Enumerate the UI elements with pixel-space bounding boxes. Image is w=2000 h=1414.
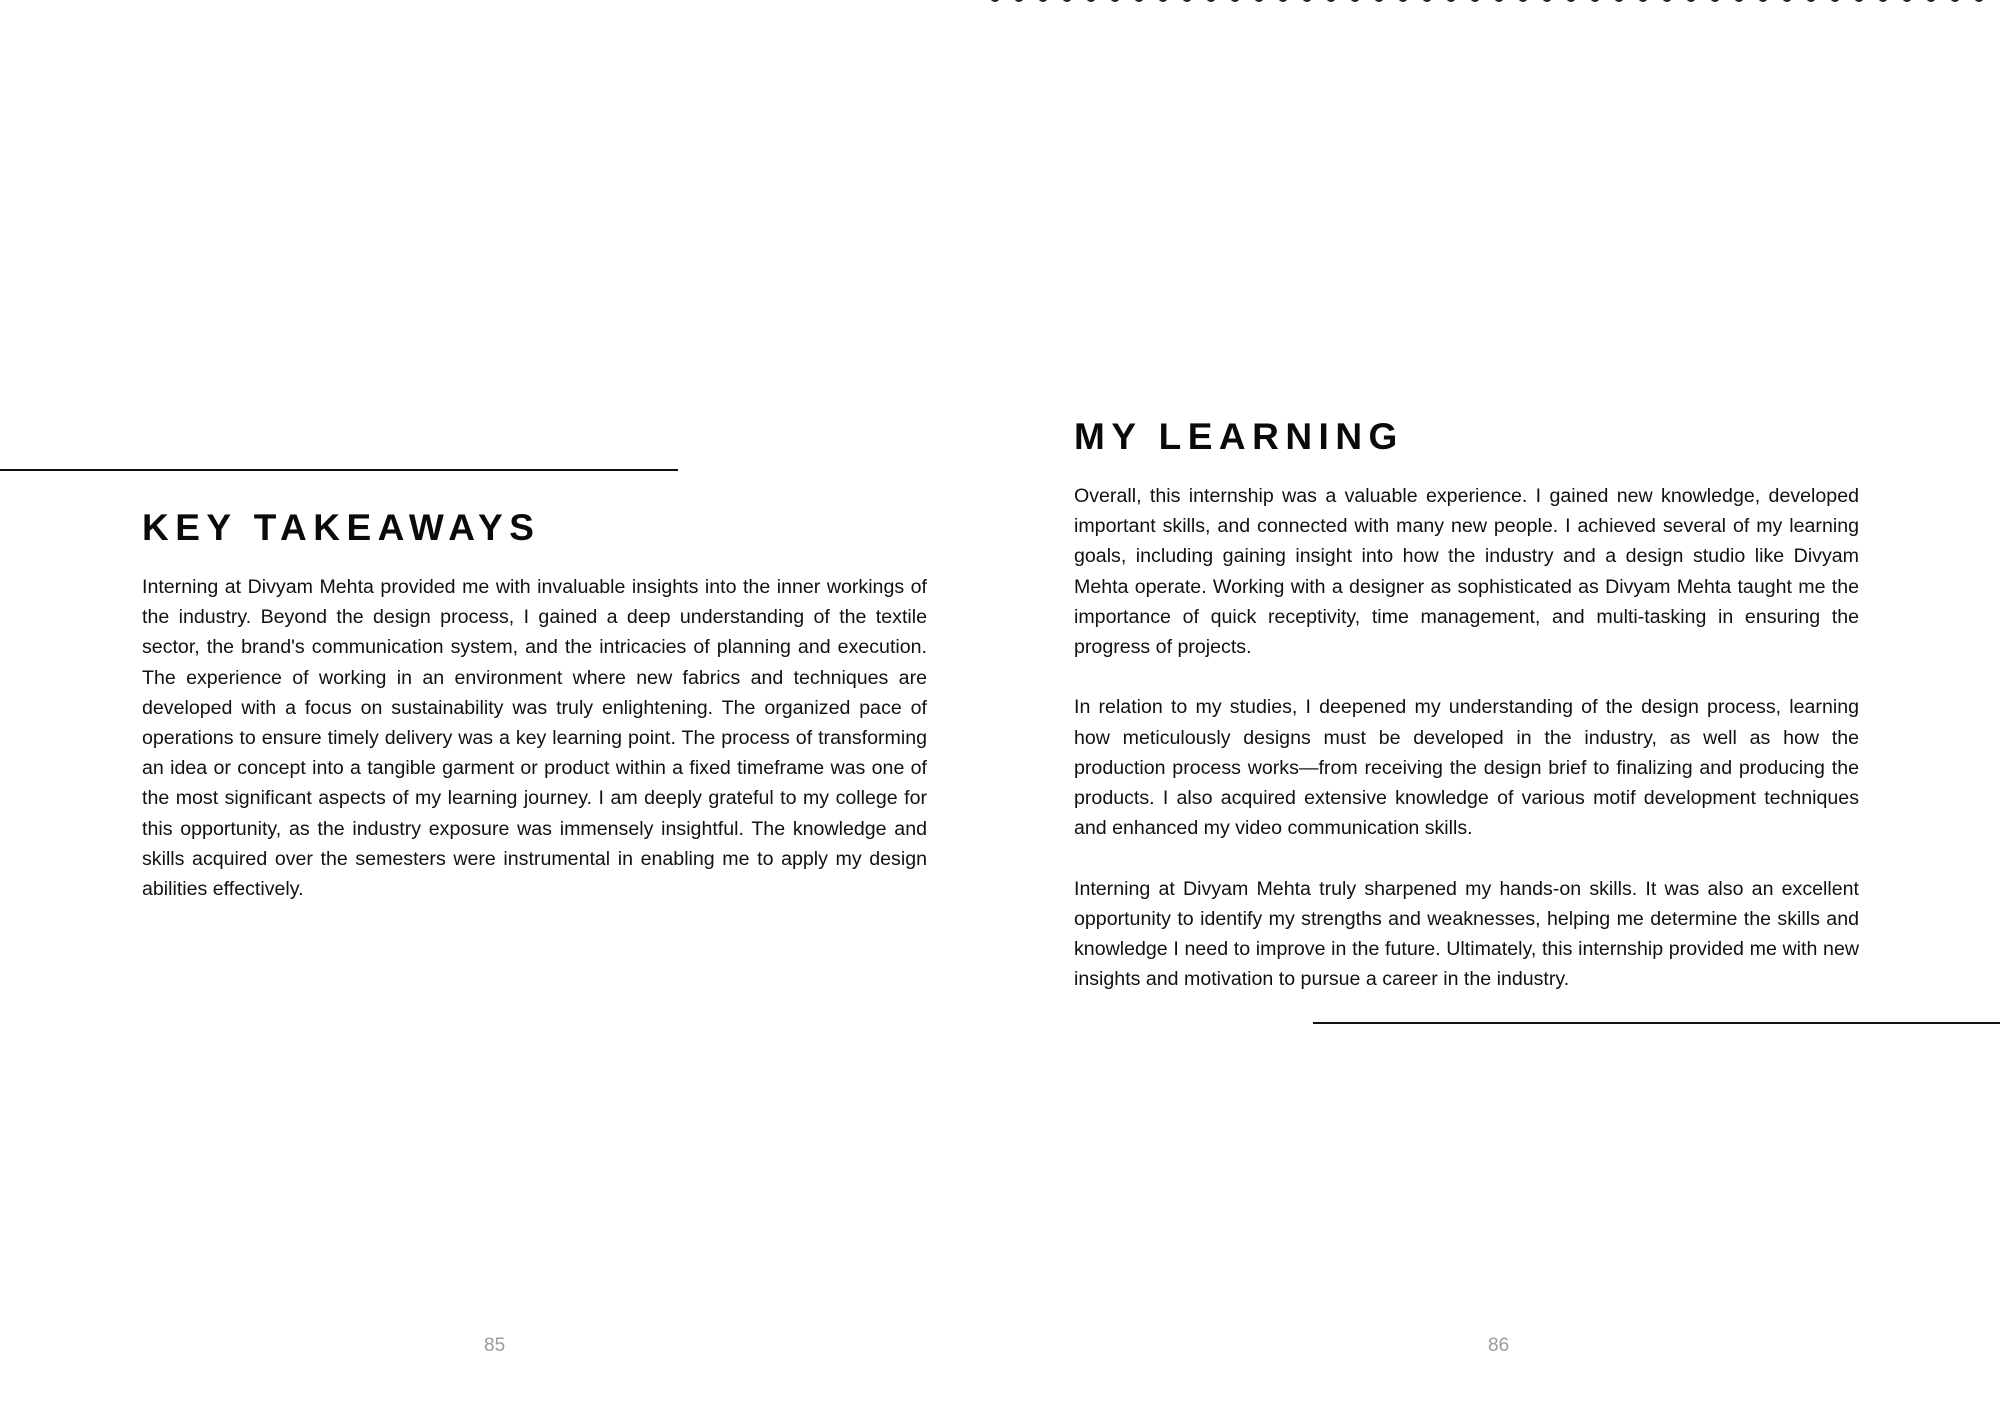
my-learning-body	[1074, 481, 1859, 994]
top-edge-dot	[1830, 0, 1840, 2]
my-learning-paragraph-2: In relation to my studies, I deepened my understanding of the design process, learning how meticulously designs must be developed in the industry, as well as how the production process works—from receiving the design brief to finalizing and producing the products. I also acquired extensive knowledge of various motif development techniques and enhanced my video communication skills.	[1074, 696, 1859, 840]
top-edge-dot	[1422, 0, 1432, 2]
page-number-right: 86	[1488, 1335, 1510, 1356]
top-edge-dot	[1902, 0, 1912, 2]
top-edge-dot	[1134, 0, 1144, 2]
top-edge-dot	[1206, 0, 1216, 2]
top-edge-dot-pattern	[990, 0, 2000, 4]
top-edge-dot	[1398, 0, 1408, 2]
top-edge-dot	[1758, 0, 1768, 2]
top-edge-dot	[1782, 0, 1792, 2]
top-edge-dot	[1062, 0, 1072, 2]
my-learning-paragraph-3: Interning at Divyam Mehta truly sharpened my hands-on skills. It was also an excellent opportunity to identify my strengths and weaknesses, helping me determine the skills and knowledge I need to improve in the future. Ultimately, this internship provided me with new insights and motivation to pursue a career in the industry.	[1074, 877, 1859, 991]
right-page-divider-line	[1313, 1022, 2000, 1024]
top-edge-dot	[1614, 0, 1624, 2]
top-edge-dot	[1230, 0, 1240, 2]
top-edge-dot	[1878, 0, 1888, 2]
key-takeaways-heading: KEY TAKEAWAYS	[142, 507, 541, 548]
top-edge-dot	[1638, 0, 1648, 2]
top-edge-dot	[1806, 0, 1816, 2]
top-edge-dot	[1374, 0, 1384, 2]
key-takeaways-body	[142, 572, 927, 904]
top-edge-dot	[1014, 0, 1024, 2]
my-learning-paragraph-1: Overall, this internship was a valuable experience. I gained new knowledge, developed important skills, and connected with many new people. I achieved several of my learning goals, including gaining insight into how the industry and a design studio like Divyam Mehta operate. Working with a designer as sophisticated as Divyam Mehta taught me the importance of quick receptivity, time management, and multi-tasking in ensuring the progress of projects.	[1074, 485, 1859, 659]
top-edge-dot	[1086, 0, 1096, 2]
top-edge-dot	[1350, 0, 1360, 2]
top-edge-dot	[1494, 0, 1504, 2]
my-learning-heading: MY LEARNING	[1074, 416, 1404, 457]
top-edge-dot	[1110, 0, 1120, 2]
top-edge-dot	[1566, 0, 1576, 2]
top-edge-dot	[1686, 0, 1696, 2]
top-edge-dot	[990, 0, 1000, 2]
top-edge-dot	[1662, 0, 1672, 2]
top-edge-dot	[1542, 0, 1552, 2]
top-edge-dot	[1734, 0, 1744, 2]
top-edge-dot	[1590, 0, 1600, 2]
top-edge-dot	[1254, 0, 1264, 2]
top-edge-dot	[1518, 0, 1528, 2]
top-edge-dot	[1854, 0, 1864, 2]
top-edge-dot	[1470, 0, 1480, 2]
top-edge-dot	[1182, 0, 1192, 2]
key-takeaways-paragraph: Interning at Divyam Mehta provided me with invaluable insights into the inner workings of the industry. Beyond the design process, I gained a deep understanding of the textile sector, the brand's communication system, and the intricacies of planning and execution. The experience of working in an environment where new fabrics and techniques are developed with a focus on sustainability was truly enlightening. The organized pace of operations to ensure timely delivery was a key learning point. The process of transforming an idea or concept into a tangible garment or product within a fixed timeframe was one of the most significant aspects of my learning journey. I am deeply grateful to my college for this opportunity, as the industry exposure was immensely insightful. The knowledge and skills acquired over the semesters were instrumental in enabling me to apply my design abilities effectively.	[142, 576, 927, 901]
top-edge-dot	[1974, 0, 1984, 2]
top-edge-dot	[1278, 0, 1288, 2]
top-edge-dot	[1038, 0, 1048, 2]
left-page-divider-line	[0, 469, 678, 471]
top-edge-dot	[1926, 0, 1936, 2]
top-edge-dot	[1158, 0, 1168, 2]
top-edge-dot	[1326, 0, 1336, 2]
top-edge-dot	[1302, 0, 1312, 2]
top-edge-dot	[1710, 0, 1720, 2]
page-number-left: 85	[484, 1335, 506, 1356]
top-edge-dot	[1950, 0, 1960, 2]
top-edge-dot	[1446, 0, 1456, 2]
